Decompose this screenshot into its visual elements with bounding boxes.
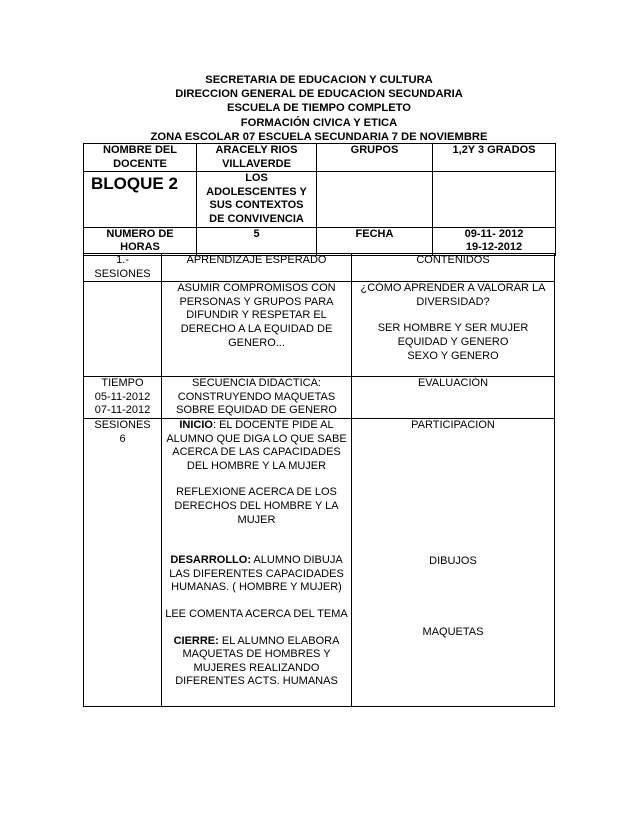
sesiones-cell: SESIONES 6 <box>84 418 162 706</box>
contenidos-header: CONTENIDOS <box>352 254 555 282</box>
eval-dibujos: DIBUJOS <box>429 554 477 567</box>
tiempo-cell: TIEMPO 05-11-2012 07-11-2012 <box>84 377 162 419</box>
aprendizaje-header: APRENDIZAJE ESPERADO <box>162 254 352 282</box>
plan-table <box>83 253 555 707</box>
grupos-value: 1,2Y 3 GRADOS <box>433 144 556 172</box>
secuencia-cell: SECUENCIA DIDACTICA: CONSTRUYENDO MAQUETAS SOBRE EQUIDAD DE GENERO <box>162 377 352 419</box>
eval-participacion: PARTICIPACION <box>411 418 495 431</box>
empty-cell <box>84 282 162 377</box>
empty-cell <box>433 172 556 227</box>
nombre-label: NOMBRE DEL DOCENTE <box>84 144 197 172</box>
fecha-label: FECHA <box>317 227 433 255</box>
activities-cell: INICIO: EL DOCENTE PIDE AL ALUMNO QUE DIGA LO QUE SABE ACERCA DE LAS CAPACIDADES DEL HOMBRE Y LA MUJER REFLEXIONE ACERCA DE LOS DERECHOS DEL HOMBRE Y LA MUJER DESARROLLO: ALUMNO DIBUJA LAS DIFERENTES CAPACIDADES HUMANAS. ( HOMBRE Y MUJER) LEE COMENTA ACERCA DEL TEMA CIERRE: EL ALUMNO ELABORA MAQUETAS DE HOMBRES Y MUJERES REALIZANDO DIFERENTES ACTS. HUMANAS <box>162 418 352 706</box>
bloque-label: BLOQUE 2 <box>84 172 197 227</box>
header-line-5: ZONA ESCOLAR 07 ESCUELA SECUNDARIA 7 DE NOVIEMBRE <box>150 130 488 143</box>
sesiones-header: 1.- SESIONES <box>84 254 162 282</box>
header-line-3: ESCUELA DE TIEMPO COMPLETO <box>227 102 411 115</box>
docente-value: ARACELY RIOS VILLAVERDE <box>197 144 317 172</box>
contenidos-text: ¿CÓMO APRENDER A VALORAR LA DIVERSIDAD? SER HOMBRE Y SER MUJER EQUIDAD Y GENERO SEXO Y GENERO <box>352 282 555 377</box>
evaluacion-header: EVALUACIÓN <box>352 377 555 419</box>
info-table <box>83 143 556 256</box>
empty-cell <box>317 172 433 227</box>
header-line-1: SECRETARIA DE EDUCACION Y CULTURA <box>205 74 433 86</box>
bloque-title: LOS ADOLESCENTES Y SUS CONTEXTOS DE CONVIVENCIA <box>197 172 317 227</box>
document-header <box>0 73 638 144</box>
evaluation-cell <box>352 418 555 706</box>
header-line-4: FORMACIÓN CIVICA Y ETICA <box>240 116 398 129</box>
eval-maquetas: MAQUETAS <box>422 626 484 639</box>
horas-label: NUMERO DE HORAS <box>84 227 197 255</box>
aprendizaje-text: ASUMIR COMPROMISOS CON PERSONAS Y GRUPOS PARA DIFUNDIR Y RESPETAR EL DERECHO A LA EQUIDAD DE GENERO... <box>162 282 352 377</box>
header-line-2: DIRECCION GENERAL DE EDUCACION SECUNDARIA <box>175 88 463 101</box>
grupos-label: GRUPOS <box>317 144 433 172</box>
horas-value: 5 <box>197 227 317 255</box>
fecha-value: 09-11- 2012 19-12-2012 <box>433 227 556 255</box>
